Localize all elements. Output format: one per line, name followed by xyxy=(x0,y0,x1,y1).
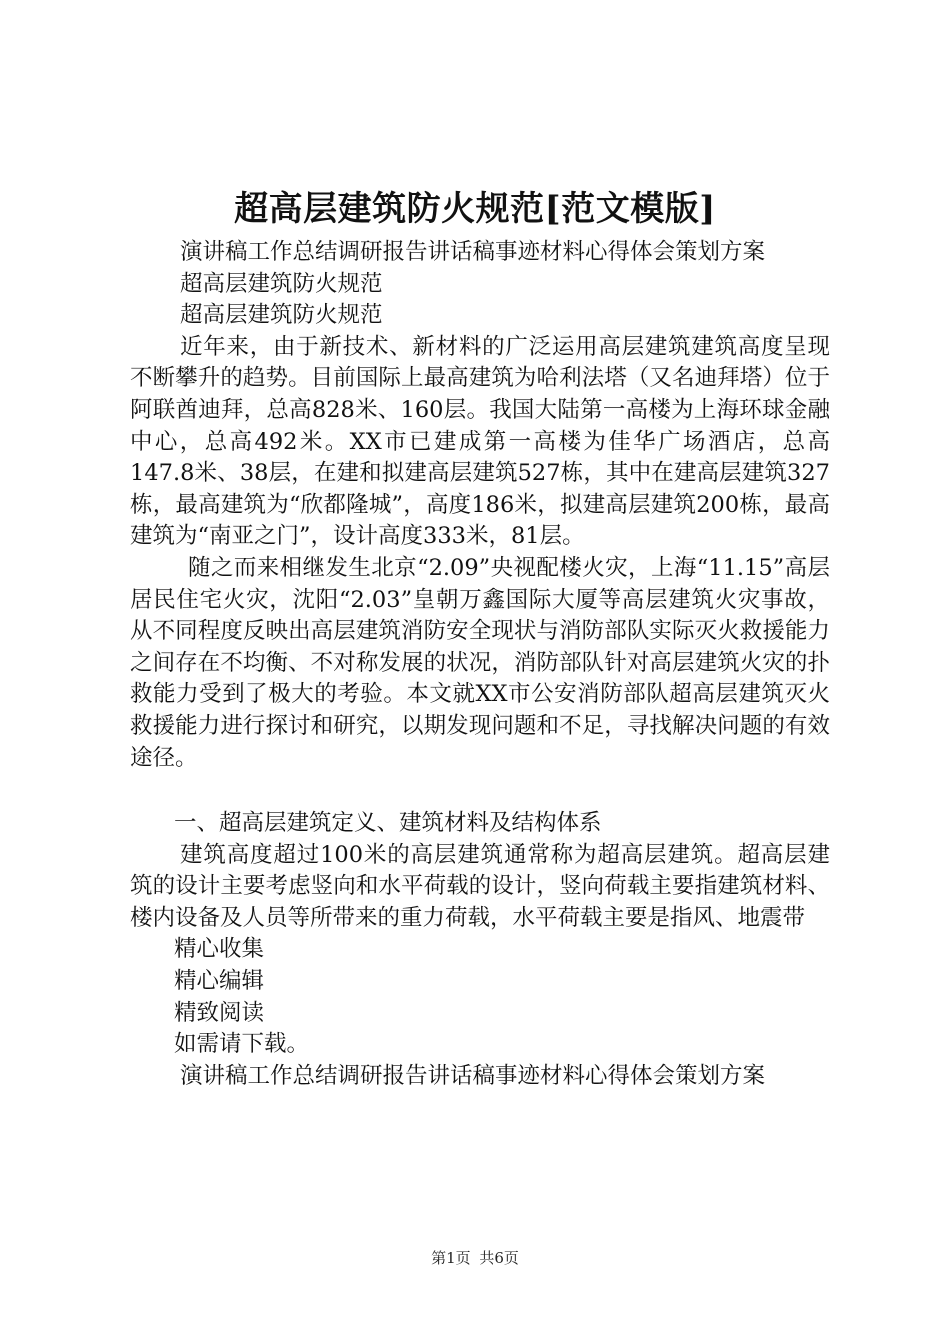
page-footer xyxy=(0,1248,950,1268)
page-total: 共6页 xyxy=(479,1249,519,1267)
paragraph-note-read: 精致阅读 xyxy=(174,999,265,1026)
paragraph-note-edit: 精心编辑 xyxy=(174,968,265,995)
paragraph-category-list: 演讲稿工作总结调研报告讲话稿事迹材料心得体会策划方案 xyxy=(180,239,766,265)
paragraph-heading-1: 超高层建筑防火规范 xyxy=(180,270,383,297)
paragraph-note-collect: 精心收集 xyxy=(174,936,265,963)
paragraph-intro: 近年来，由于新技术、新材料的广泛运用高层建筑建筑高度呈现不断攀升的趋势。目前国际上最高建筑为哈利法塔（又名迪拜塔）位于阿联酋迪拜，总高828米、160层。我国大陆第一高楼为上海环球金融中心，总高492米。XX市已建成第一高楼为佳华广场酒店，总高147.8米、38层，在建和拟建高层建筑527栋，其中在建高层建筑327栋，最高建筑为“欣都隆城”，高度186米，拟建高层建筑200栋，最高建筑为“南亚之门”，设计高度333米，81层。 xyxy=(130,333,830,550)
paragraph-fire-incidents: 随之而来相继发生北京“2.09”央视配楼火灾，上海“11.15”高层居民住宅火灾，沈阳“2.03”皇朝万鑫国际大厦等高层建筑火灾事故，从不同程度反映出高层建筑消防安全现状与消防部队实际灭火救援能力之间存在不均衡、不对称发展的状况，消防部队针对高层建筑火灾的扑救能力受到了极大的考验。本文就XX市公安消防部队超高层建筑灭火救援能力进行探讨和研究，以期发现问题和不足，寻找解决问题的有效途径。 xyxy=(130,554,830,771)
document-title: 超高层建筑防火规范[范文模版] xyxy=(234,189,716,229)
paragraph-heading-2: 超高层建筑防火规范 xyxy=(180,302,383,329)
paragraph-note-download: 如需请下载。 xyxy=(174,1031,310,1058)
paragraph-category-list-footer: 演讲稿工作总结调研报告讲话稿事迹材料心得体会策划方案 xyxy=(180,1062,766,1089)
paragraph-definition: 建筑高度超过100米的高层建筑通常称为超高层建筑。超高层建筑的设计主要考虑竖向和水平荷载的设计，竖向荷载主要指建筑材料、楼内设备及人员等所带来的重力荷载，水平荷载主要是指风、地震带 xyxy=(130,841,830,931)
page-number: 第1页 xyxy=(431,1249,471,1267)
document-body xyxy=(130,237,830,1092)
paragraph-spacer xyxy=(130,774,830,808)
section-heading-1: 一、超高层建筑定义、建筑材料及结构体系 xyxy=(174,810,602,837)
